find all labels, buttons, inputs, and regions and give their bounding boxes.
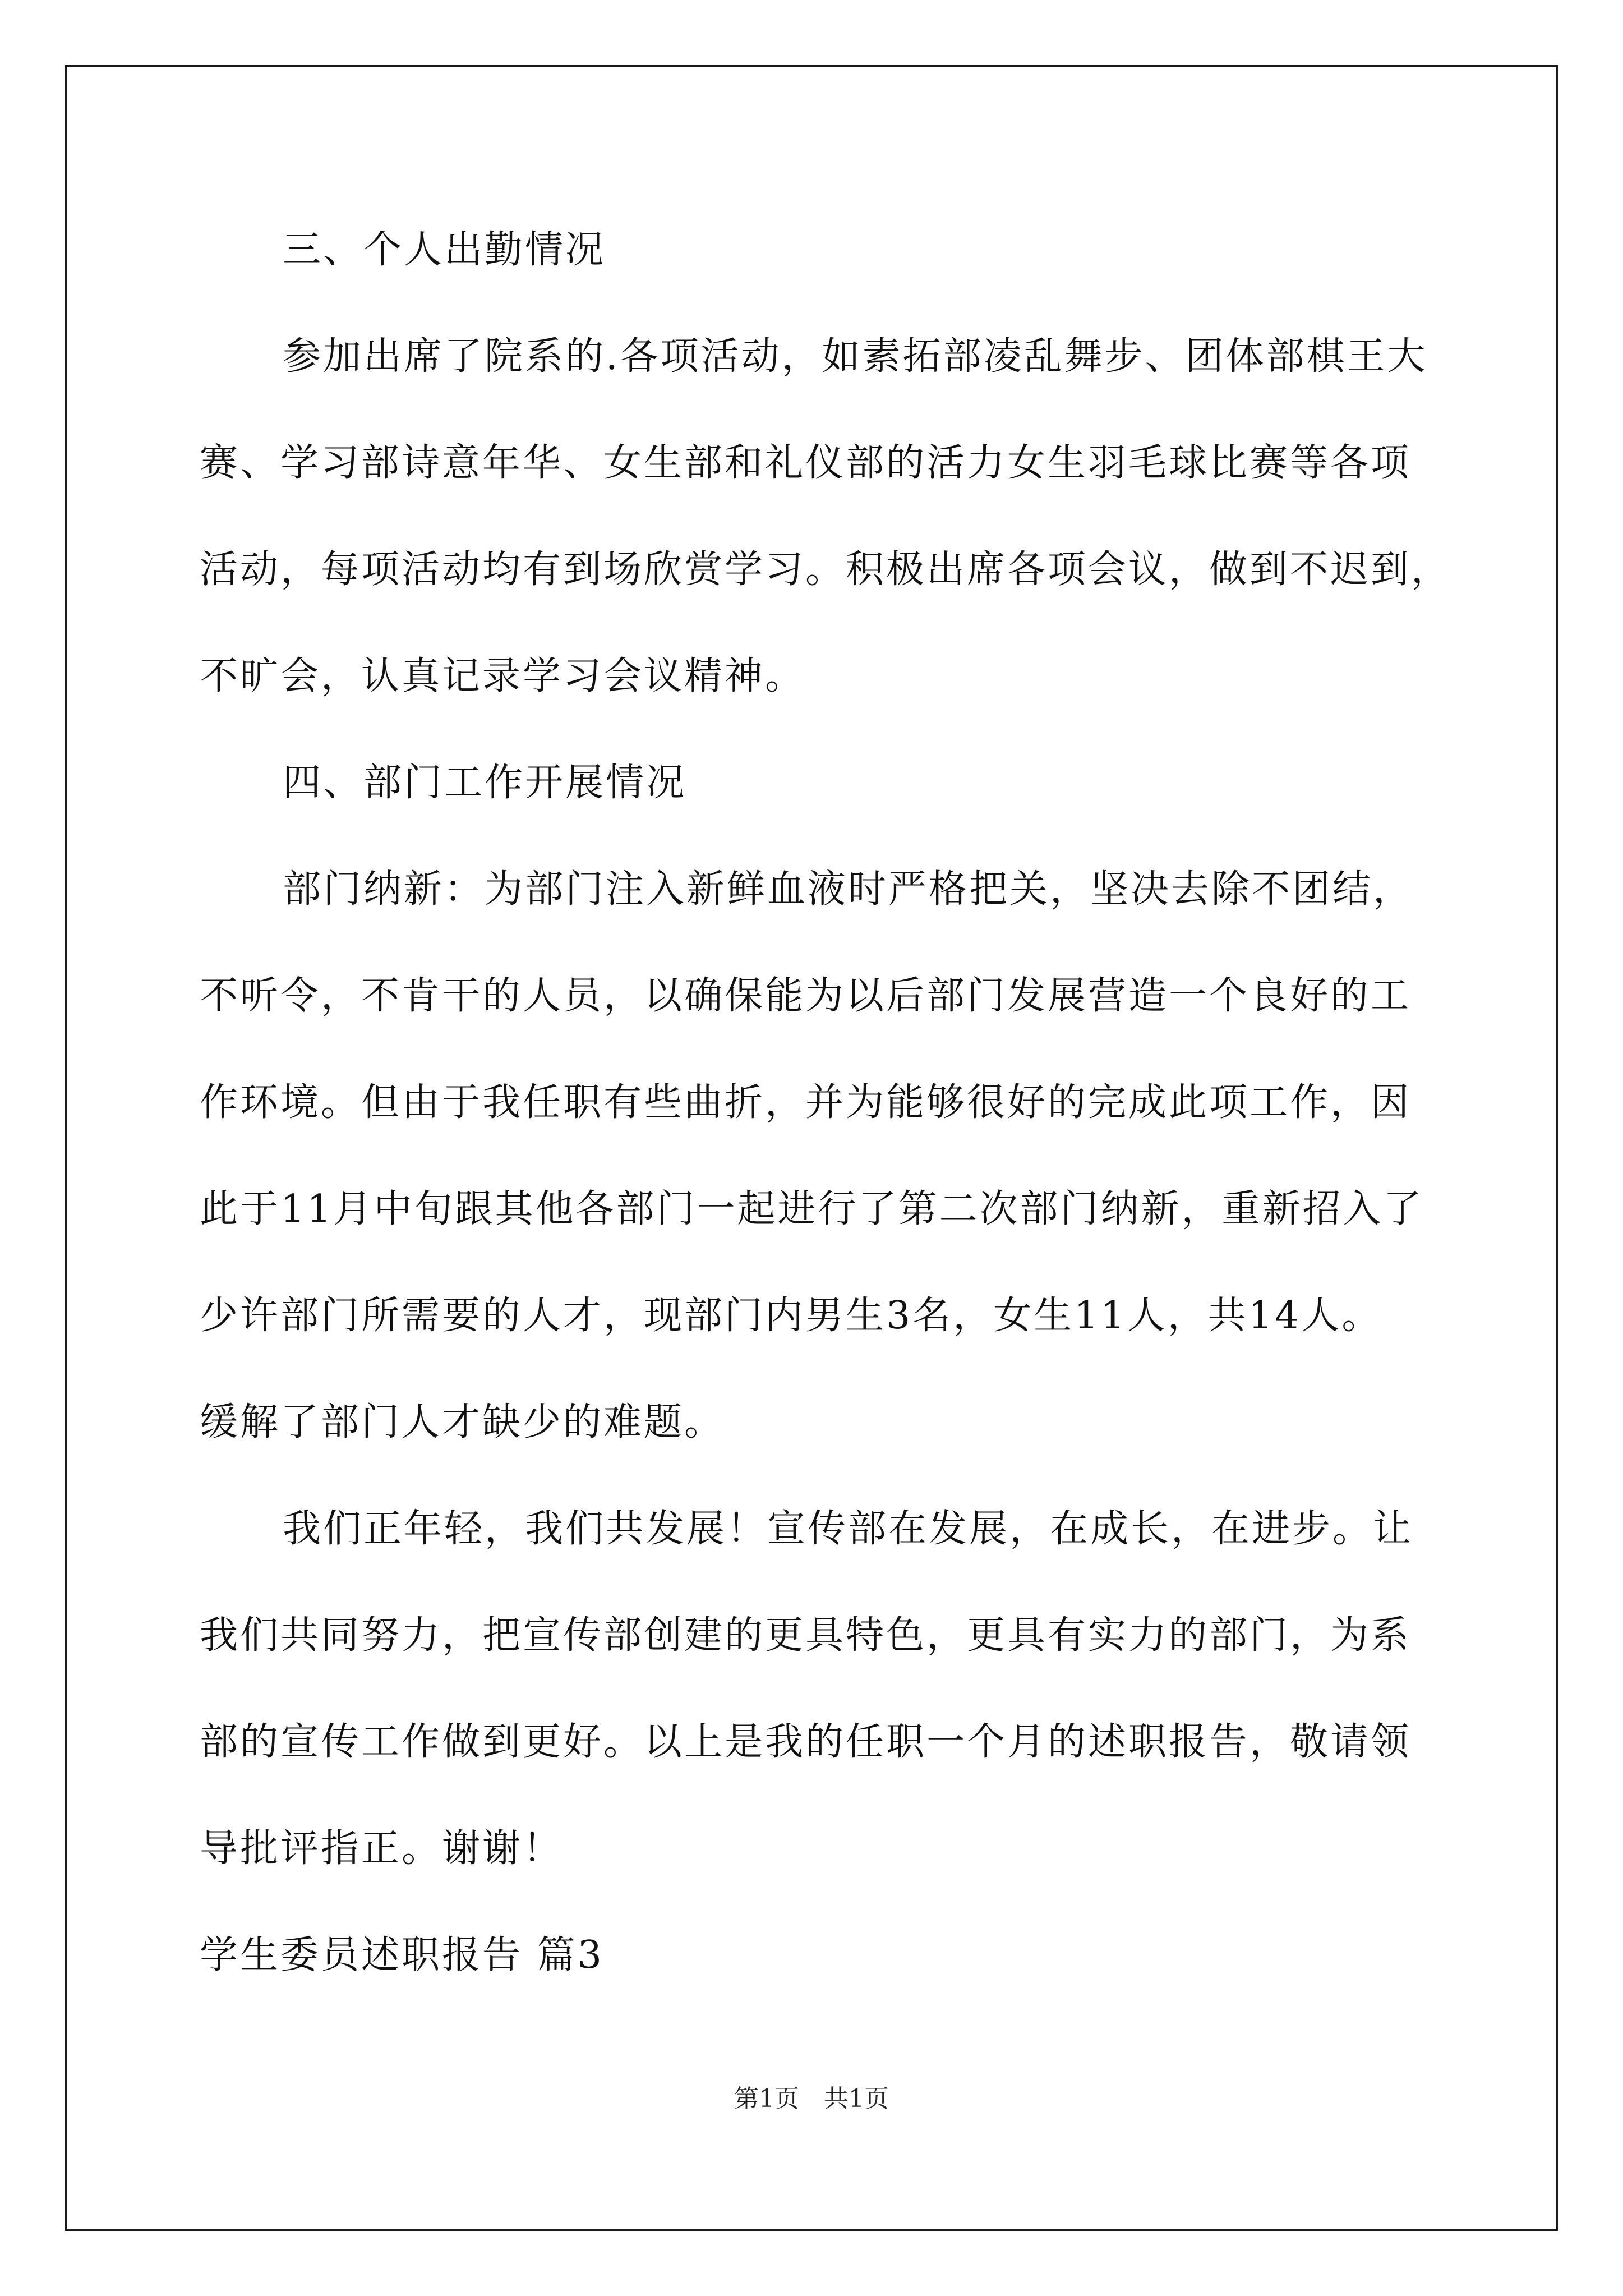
paragraph-line: 部的宣传工作做到更好。以上是我的任职一个月的述职报告，敬请领 [200,1720,1412,1764]
paragraph-line: 部门纳新：为部门注入新鲜血液时严格把关，坚决去除不团结， [283,867,1414,912]
section-heading-department-work: 四、部门工作开展情况 [283,761,687,805]
page-number-footer: 第1页 共1页 [734,2085,889,2113]
page-border [65,65,1558,2231]
section-heading-attendance: 三、个人出勤情况 [283,228,606,272]
paragraph-line: 不听令，不肯干的人员，以确保能为以后部门发展营造一个良好的工 [200,974,1412,1018]
paragraph-line: 我们正年轻，我们共发展！宣传部在发展，在成长，在进步。让 [283,1507,1414,1551]
section-title-report-3: 学生委员述职报告 篇3 [200,1933,604,1977]
paragraph-line: 不旷会，认真记录学习会议精神。 [200,654,806,698]
paragraph-line: 我们共同努力，把宣传部创建的更具特色，更具有实力的部门，为系 [200,1613,1412,1658]
paragraph-line: 参加出席了院系的.各项活动，如素拓部凌乱舞步、团体部棋王大 [283,334,1428,379]
paragraph-line: 缓解了部门人才缺少的难题。 [200,1400,725,1444]
paragraph-line: 赛、学习部诗意年华、女生部和礼仪部的活力女生羽毛球比赛等各项 [200,441,1412,485]
paragraph-line: 少许部门所需要的人才，现部门内男生3名，女生11人，共14人。 [200,1294,1382,1338]
paragraph-line: 此于11月中旬跟其他各部门一起进行了第二次部门纳新，重新招入了 [200,1187,1424,1231]
paragraph-line: 导批评指正。谢谢！ [200,1826,564,1871]
paragraph-line: 作环境。但由于我任职有些曲折，并为能够很好的完成此项工作，因 [200,1080,1412,1125]
paragraph-line: 活动，每项活动均有到场欣赏学习。积极出席各项会议，做到不迟到， [200,547,1452,592]
